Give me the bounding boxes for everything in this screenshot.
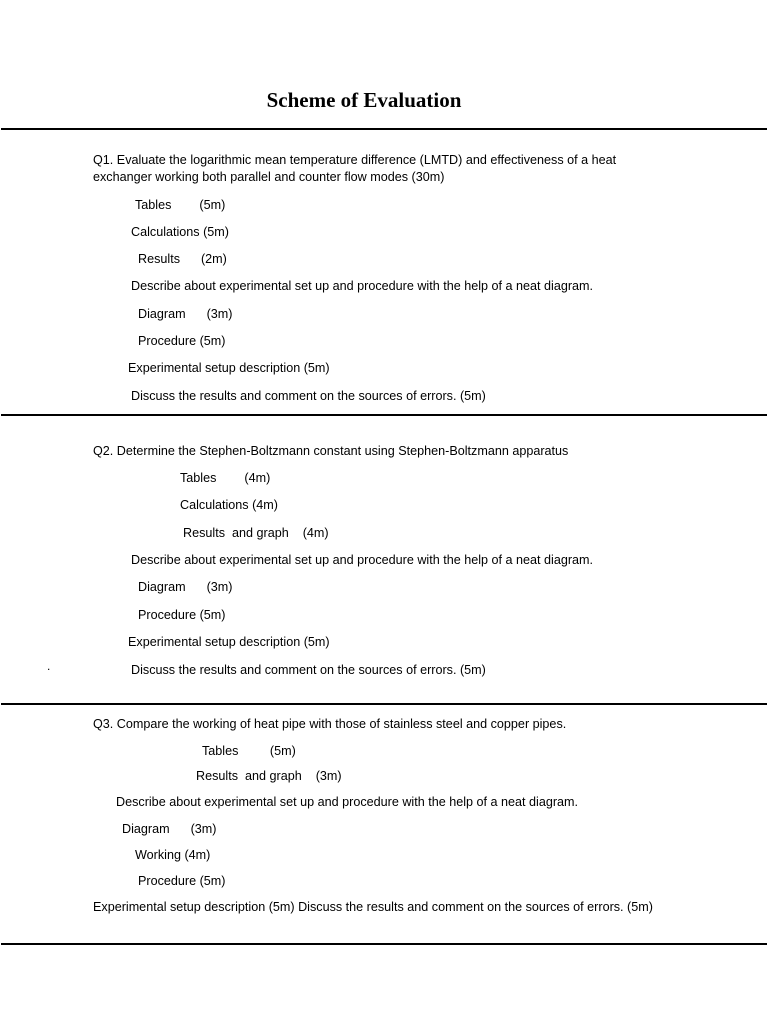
q1-calculations-mark: Calculations (5m) [131,225,229,239]
q3-results-graph-mark: Results and graph (3m) [196,769,342,783]
page-title: Scheme of Evaluation [266,88,462,112]
question-3-text: Q3. Compare the working of heat pipe with those of stainless steel and copper pipes. [93,717,567,731]
q1-discuss-mark: Discuss the results and comment on the sources of errors. (5m) [131,389,486,403]
question-1-text: Q1. Evaluate the logarithmic mean temperature difference (LMTD) and effectiveness of a heat exchanger working both parallel and counter flow modes (30m) [93,153,617,184]
divider-bottom [1,943,767,945]
q1-procedure-mark: Procedure (5m) [138,334,226,348]
q1-describe-text: Describe about experimental set up and procedure with the help of a neat diagram. [131,279,594,293]
q1-results-mark: Results (2m) [138,252,227,266]
q2-discuss-mark: Discuss the results and comment on the sources of errors. (5m) [131,663,486,677]
divider-q1-q2 [1,414,767,416]
q2-setup-mark: Experimental setup description (5m) [128,635,330,649]
q2-tables-mark: Tables (4m) [180,471,271,485]
q1-setup-mark: Experimental setup description (5m) [128,361,330,375]
q2-procedure-mark: Procedure (5m) [138,608,226,622]
q2-results-graph-mark: Results and graph (4m) [183,526,329,540]
q1-diagram-mark: Diagram (3m) [138,307,233,321]
q2-diagram-mark: Diagram (3m) [138,580,233,594]
q3-diagram-mark: Diagram (3m) [122,822,217,836]
q3-describe-text: Describe about experimental set up and procedure with the help of a neat diagram. [116,795,579,809]
stray-dot: . [47,659,51,673]
q3-tables-mark: Tables (5m) [202,744,296,758]
q3-setup-discuss-mark: Experimental setup description (5m) Discuss the results and comment on the sources of errors. (5m) [93,900,653,914]
q2-calculations-mark: Calculations (4m) [180,498,278,512]
q2-describe-text: Describe about experimental set up and procedure with the help of a neat diagram. [131,553,594,567]
divider-q2-q3 [1,703,767,705]
divider-top [1,128,767,130]
q1-tables-mark: Tables (5m) [135,198,226,212]
q3-working-mark: Working (4m) [135,848,211,862]
q3-procedure-mark: Procedure (5m) [138,874,226,888]
question-2-text: Q2. Determine the Stephen-Boltzmann constant using Stephen-Boltzmann apparatus [93,444,569,458]
